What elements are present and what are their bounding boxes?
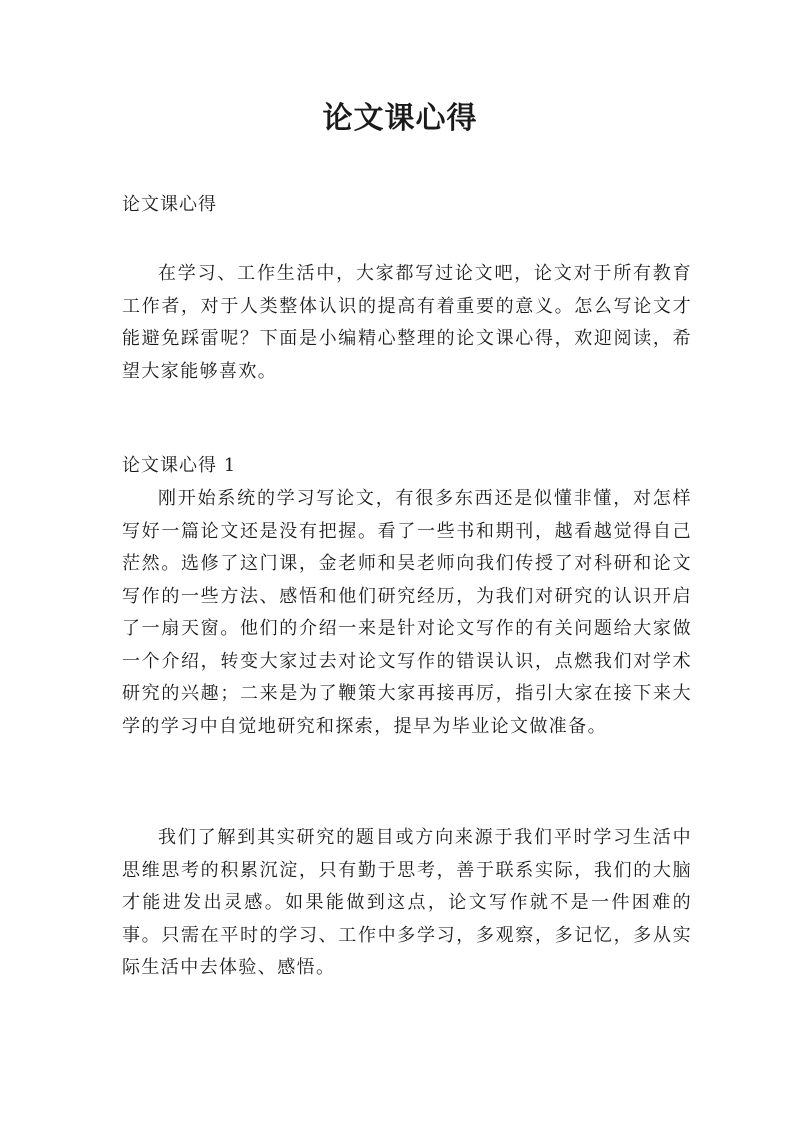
intro-paragraph: 在学习、工作生活中，大家都写过论文吧，论文对于所有教育工作者，对于人类整体认识的提高有着重要的意义。怎么写论文才能避免踩雷呢？下面是小编精心整理的论文课心得，欢迎阅读，希望大家能够喜欢。 bbox=[122, 263, 692, 382]
body-paragraph-2: 我们了解到其实研究的题目或方向来源于我们平时学习生活中思维思考的积累沉淀，只有勤于思考，善于联系实际，我们的大脑才能进发出灵感。如果能做到这点，论文写作就不是一件困难的事。只需在平时的学习、工作中多学习，多观察，多记忆，多从实际生活中去体验、感悟。 bbox=[122, 827, 692, 978]
document-subtitle: 论文课心得 bbox=[122, 194, 217, 215]
document-title: 论文课心得 bbox=[322, 101, 478, 136]
section-heading: 论文课心得 1 bbox=[122, 455, 237, 476]
body-paragraph-1: 刚开始系统的学习写论文，有很多东西还是似懂非懂，对怎样写好一篇论文还是没有把握。看了一些书和期刊，越看越觉得自己茫然。选修了这门课，金老师和吴老师向我们传授了对科研和论文写作的一些方法、感悟和他们研究经历，为我们对研究的认识开启了一扇天窗。他们的介绍一来是针对论文写作的有关问题给大家做一个介绍，转变大家过去对论文写作的错误认识，点燃我们对学术研究的兴趣；二来是为了鞭策大家再接再厉，指引大家在接下来大学的学习中自觉地研究和探索，提早为毕业论文做准备。 bbox=[122, 488, 692, 737]
